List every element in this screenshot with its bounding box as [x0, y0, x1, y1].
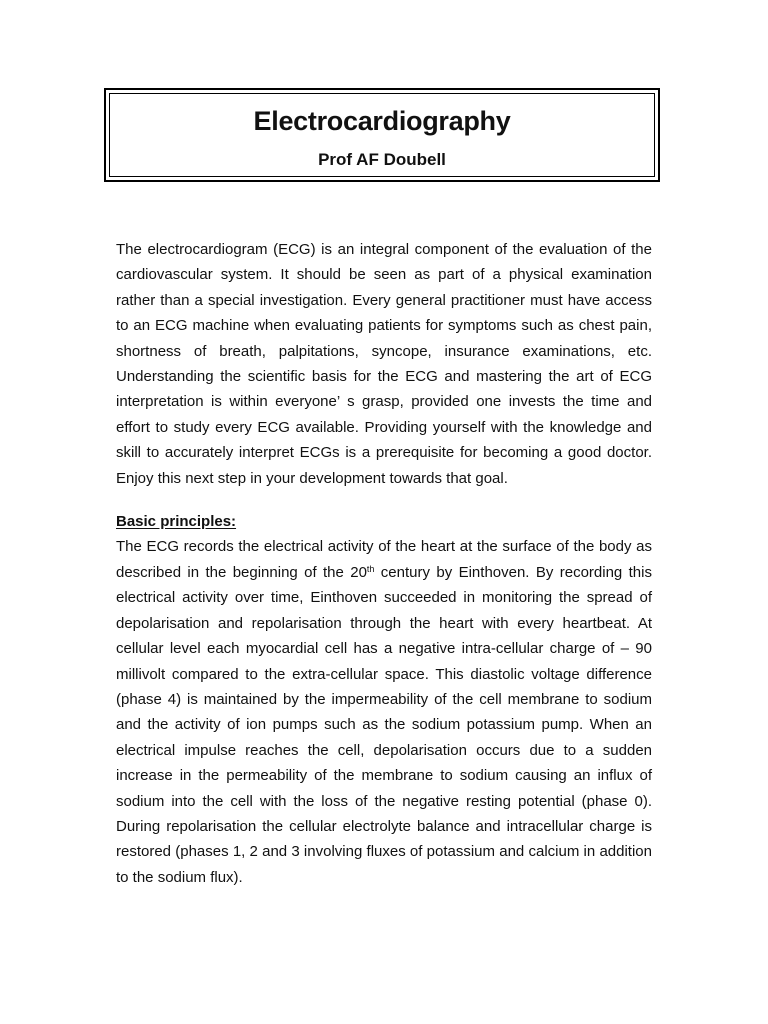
section-heading-basic-principles: Basic principles: [116, 513, 237, 531]
basic-principles-text-part1: The ECG records the electrical activity of the heart at the surface of the body as described in the beginning of the 20 [116, 538, 652, 581]
basic-principles-text-part2: century by Einthoven. By recording this electrical activity over time, Einthoven succeeded in monitoring the spread of depolarisation and repolarisation through the heart with every heartbeat. At cellular level each myocardial cell has a negative intra-cellular charge of – 90 millivolt compared to the extra-cellular space. This diastolic voltage difference (phase 4) is maintained by the impermeability of the cell membrane to sodium and the activity of ion pumps such as the sodium potassium pump. When an electrical impulse reaches the cell, depolarisation occurs due to a sudden increase in the permeability of the membrane to sodium causing an influx of sodium into the cell with the loss of the negative resting potential (phase 0). During repolarisation the cellular electrolyte balance and intracellular charge is restored (phases 1, 2 and 3 involving fluxes of potassium and calcium in addition to the sodium flux). [116, 563, 652, 886]
basic-principles-paragraph [116, 534, 652, 890]
intro-paragraph: The electrocardiogram (ECG) is an integral component of the evaluation of the cardiovascular system. It should be seen as part of a physical examination rather than a special investigation. Every general practitioner must have access to an ECG machine when evaluating patients for symptoms such as chest pain, shortness of breath, palpitations, syncope, insurance examinations, etc. Understanding the scientific basis for the ECG and mastering the art of ECG interpretation is within everyone’ s grasp, provided one invests the time and effort to study every ECG available. Providing yourself with the knowledge and skill to accurately interpret ECGs is a prerequisite for becoming a good doctor. Enjoy this next step in your development towards that goal. [116, 241, 652, 487]
document-author: Prof AF Doubell [318, 150, 446, 169]
title-box [104, 88, 660, 182]
document-title: Electrocardiography [253, 106, 511, 136]
ordinal-superscript: th [366, 563, 375, 574]
document-body [116, 237, 652, 890]
